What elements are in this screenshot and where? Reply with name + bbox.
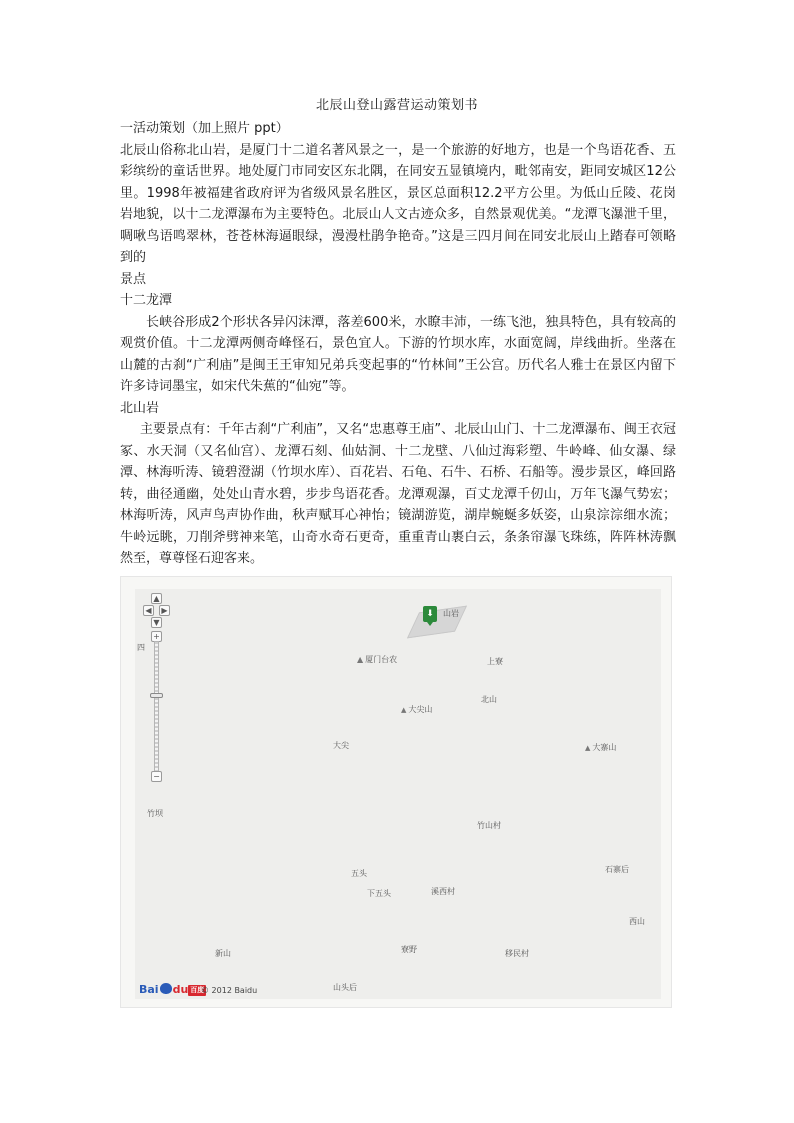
map-label-dajianshan: ▲ 大尖山 [401,705,433,714]
intro-paragraph: 北辰山俗称北山岩，是厦门十二道名著风景之一，是一个旅游的好地方，也是一个鸟语花香、五彩缤纷的童话世界。地处厦门市同安区东北隅，在同安五显镇境内，毗邻南安，距同安城区12公里。1998年被福建省政府评为省级风景名胜区，景区总面积12.2平方公里。为低山丘陵、花岗岩地貌，以十二龙潭瀑布为主要特色。北辰山人文古迹众多，自然景观优美。“龙潭飞瀑泄千里，啁啾鸟语鸣翠林，苍苍林海逼眼绿，漫漫杜鹃争艳奇。”这是三四月间在同安北辰山上踏春可领略到的 [120,142,676,265]
zoom-slider-track[interactable] [154,641,159,781]
map-label-xiawutou: 下五头 [367,889,391,898]
poi-icon: ▲ [357,655,364,664]
map-label-beishan: 北山 [481,695,497,704]
baidu-logo[interactable]: Bai du 百度 [139,983,205,996]
zoom-slider-thumb[interactable] [150,693,163,698]
baidu-paw-icon [160,983,172,994]
map-label-shangliao: 上寮 [487,657,503,666]
map-copyright: © 2012 Baidu [201,986,258,995]
zoom-in-button[interactable]: + [151,631,162,642]
map-label-dazhaishan: ▲ 大寨山 [585,743,617,752]
document-body [120,118,676,570]
heading-activity-plan: 一活动策划（加上照片 ppt） [120,121,289,136]
map-label-xixicun: 溪西村 [431,887,455,896]
map-image [120,576,672,1008]
mountain-peak-icon: ▲ [401,706,407,714]
map-label-shizhaihou: 石寨后 [605,865,629,874]
beishanyan-paragraph: 主要景点有：千年古刹“广利庙”，又名“忠惠尊王庙”、北辰山山门、十二龙潭瀑布、闽王衣冠冢、水天洞（又名仙宫）、龙潭石刻、仙姑洞、十二龙壁、八仙过海彩塑、牛岭峰、仙女瀑、绿潭、林海听涛、镜碧澄湖（竹坝水库）、百花岩、石龟、石牛、石桥、石船等。漫步景区，峰回路转，曲径通幽，处处山青水碧，步步鸟语花香。龙潭观瀑，百丈龙潭千仞山，万年飞瀑气势宏；林海听涛，风声鸟声协作曲，秋声赋耳心神怡；镜湖游览，湖岸蜿蜒多妖姿，山泉淙淙细水流；牛岭远眺，刀削斧劈神来笔，山奇水奇石更奇，重重青山裹白云，条条帘瀑飞珠练，阵阵林涛飘然至，尊尊怪石迎客来。 [120,422,676,566]
map-label-wutou: 五头 [351,869,367,878]
longtan-paragraph: 长峡谷形成2个形状各异闪沫潭，落差600米，水瞭丰沛，一练飞池，独具特色，具有较高的观赏价值。十二龙潭两侧奇峰怪石，景色宜人。下游的竹坝水库，水面宽阔，岸线曲折。坐落在山麓的古刹“广利庙”是闽王王审知兄弟兵变起事的“竹林间”王公宫。历代名人雅士在景区内留下许多诗词墨宝，如宋代朱蕉的“仙宛”等。 [120,314,676,394]
pan-left-button[interactable]: ◀ [143,605,154,616]
pan-up-button[interactable]: ▲ [151,593,162,604]
heading-beishanyan: 北山岩 [120,400,160,416]
document-title: 北辰山登山露营运动策划书 [315,98,478,113]
map-label-yimincun: 移民村 [505,949,529,958]
map-label-xishan: 西山 [629,917,645,926]
map-label-xiamen-taonong: ▲ 厦门台农 [357,655,398,664]
heading-longtan: 十二龙潭 [120,293,173,308]
heading-scenic-spots: 景点 [120,271,147,287]
map-label-zhuba: 竹坝 [147,809,163,818]
map-label-shanyan: 山岩 [443,609,459,618]
map-label-shantouhou: 山头后 [333,983,357,992]
map-label-xinshan: 新山 [215,949,231,958]
mountain-peak-icon: ▲ [585,744,591,752]
map-label-si: 四 [137,643,145,652]
pan-right-button[interactable]: ▶ [159,605,170,616]
map-label-dajian: 大尖 [333,741,349,750]
zoom-out-button[interactable]: − [151,771,162,782]
location-pin-icon[interactable]: ⬇ [423,606,437,622]
pan-down-button[interactable]: ▼ [151,617,162,628]
map-label-zhushancun: 竹山村 [477,821,501,830]
map-canvas[interactable] [135,589,661,999]
map-label-liaoye: 寮野 [401,945,417,954]
